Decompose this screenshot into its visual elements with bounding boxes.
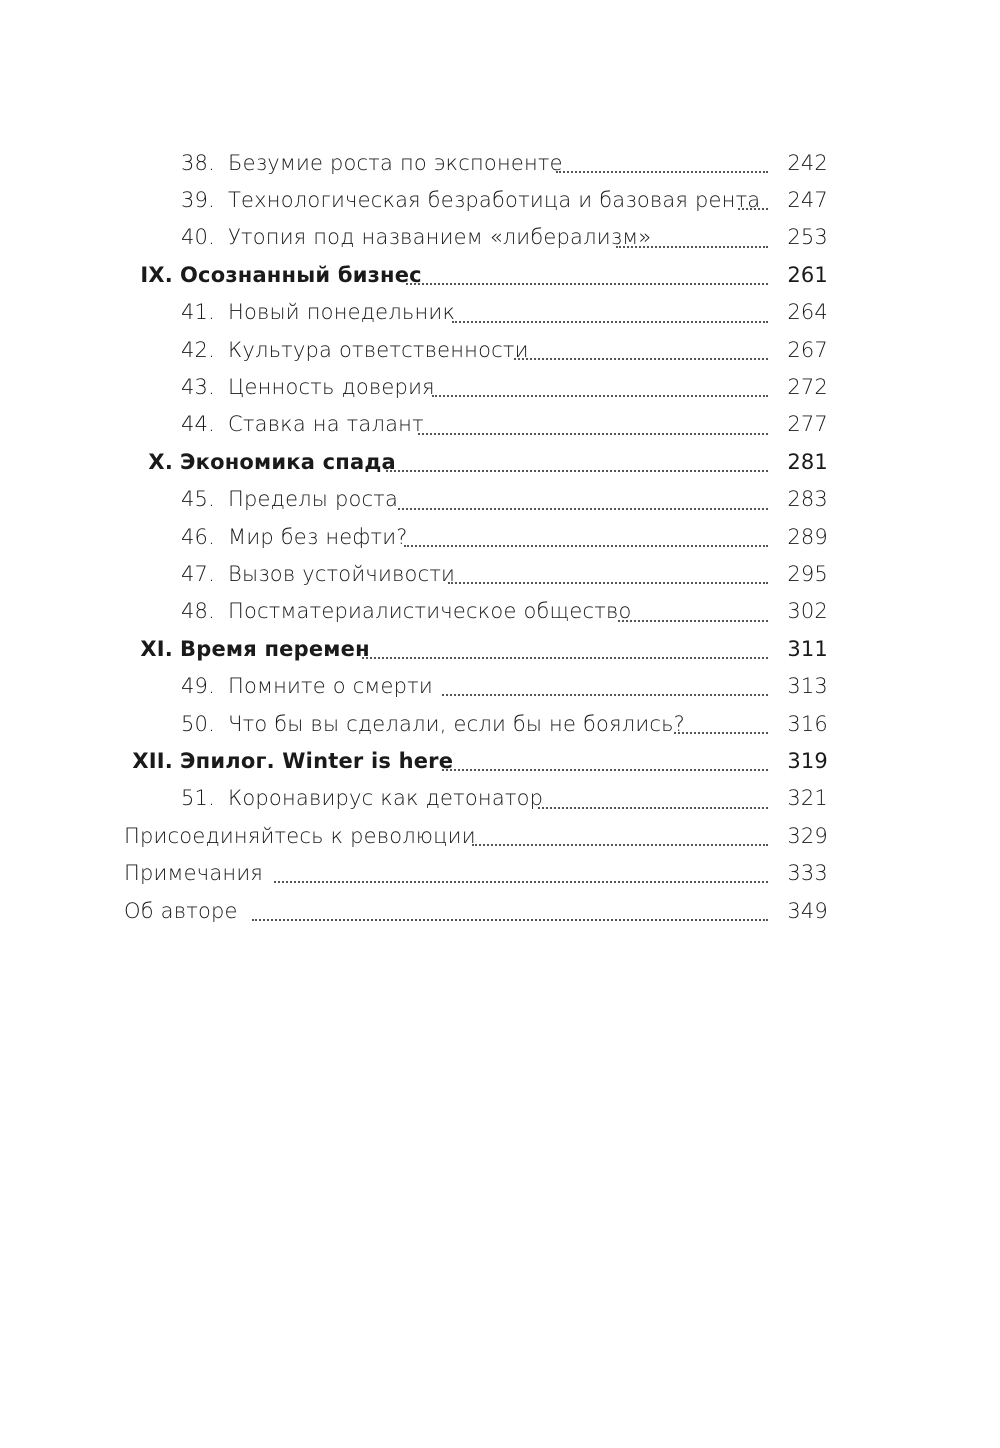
toc-chapter[interactable]	[0, 256, 1000, 293]
dot-leader	[674, 731, 768, 734]
dot-leader	[404, 544, 768, 547]
chapter-title: Осознанный бизнес	[180, 262, 422, 287]
entry-page: 302	[787, 599, 828, 624]
entry-page: 319	[787, 748, 828, 773]
toc-entry[interactable]	[0, 219, 1000, 256]
entry-number: 45.	[181, 487, 215, 512]
entry-page: 333	[787, 861, 828, 886]
toc-chapter[interactable]	[0, 443, 1000, 480]
entry-title: Об авторе	[124, 898, 238, 923]
entry-page: 253	[787, 225, 828, 250]
chapter-number: XI.	[140, 636, 173, 661]
dot-leader	[738, 207, 768, 210]
toc-entry[interactable]	[0, 817, 1000, 854]
dot-leader	[406, 282, 768, 285]
toc-entry[interactable]	[0, 368, 1000, 405]
entry-number: 38.	[181, 150, 215, 175]
entry-number: 43.	[181, 375, 215, 400]
entry-page: 261	[787, 262, 828, 287]
dot-leader	[472, 843, 768, 846]
entry-title: Безумие роста по экспоненте	[228, 150, 563, 175]
entry-page: 242	[787, 150, 828, 175]
dot-leader	[616, 245, 768, 248]
entry-title: Технологическая безработица и базовая рента	[228, 188, 761, 213]
dot-leader	[398, 507, 768, 510]
entry-title: Присоединяйтесь к революции	[124, 823, 476, 848]
entry-page: 289	[787, 524, 828, 549]
toc-chapter[interactable]	[0, 742, 1000, 779]
toc-entry[interactable]	[0, 144, 1000, 181]
entry-page: 329	[787, 823, 828, 848]
entry-page: 277	[787, 412, 828, 437]
dot-leader	[386, 469, 768, 472]
dot-leader	[442, 768, 768, 771]
dot-leader	[538, 806, 768, 809]
dot-leader	[452, 320, 768, 323]
dot-leader	[618, 619, 768, 622]
entry-page: 313	[787, 674, 828, 699]
entry-number: 51.	[181, 786, 215, 811]
toc-entry[interactable]	[0, 780, 1000, 817]
entry-title: Коронавирус как детонатор	[228, 786, 544, 811]
entry-page: 247	[787, 188, 828, 213]
dot-leader	[418, 432, 768, 435]
entry-page: 311	[787, 636, 828, 661]
entry-title: Примечания	[124, 861, 263, 886]
entry-page: 281	[787, 449, 828, 474]
entry-number: 42.	[181, 337, 215, 362]
toc-entry[interactable]	[0, 555, 1000, 592]
toc-entry[interactable]	[0, 854, 1000, 891]
toc-entry[interactable]	[0, 331, 1000, 368]
entry-title: Утопия под названием «либерализм»	[228, 225, 652, 250]
toc-entry[interactable]	[0, 667, 1000, 704]
chapter-title: Экономика спада	[180, 449, 396, 474]
table-of-contents	[0, 144, 1000, 929]
chapter-number: X.	[148, 449, 173, 474]
dot-leader	[448, 581, 768, 584]
entry-title: Новый понедельник	[228, 300, 456, 325]
entry-number: 47.	[181, 561, 215, 586]
entry-page: 264	[787, 300, 828, 325]
dot-leader	[514, 357, 768, 360]
entry-page: 295	[787, 561, 828, 586]
entry-number: 40.	[181, 225, 215, 250]
entry-title: Что бы вы сделали, если бы не боялись?	[228, 711, 686, 736]
entry-page: 283	[787, 487, 828, 512]
toc-entry[interactable]	[0, 294, 1000, 331]
entry-number: 41.	[181, 300, 215, 325]
chapter-number: IX.	[140, 262, 173, 287]
entry-number: 39.	[181, 188, 215, 213]
entry-number: 44.	[181, 412, 215, 437]
entry-title: Вызов устойчивости	[228, 561, 456, 586]
entry-number: 46.	[181, 524, 215, 549]
entry-title: Ценность доверия	[228, 375, 435, 400]
entry-number: 49.	[181, 674, 215, 699]
toc-entry[interactable]	[0, 705, 1000, 742]
toc-chapter[interactable]	[0, 630, 1000, 667]
entry-page: 321	[787, 786, 828, 811]
toc-entry[interactable]	[0, 406, 1000, 443]
toc-entry[interactable]	[0, 181, 1000, 218]
chapter-number: XII.	[132, 748, 173, 773]
dot-leader	[556, 170, 768, 173]
chapter-title: Время перемен	[180, 636, 370, 661]
entry-title: Культура ответственности	[228, 337, 529, 362]
dot-leader	[252, 918, 768, 921]
entry-title: Помните о смерти	[228, 674, 433, 699]
toc-entry[interactable]	[0, 892, 1000, 929]
entry-number: 50.	[181, 711, 215, 736]
dot-leader	[442, 693, 768, 696]
entry-page: 349	[787, 898, 828, 923]
chapter-title: Эпилог. Winter is here	[180, 748, 454, 773]
entry-title: Мир без нефти?	[228, 524, 408, 549]
toc-entry[interactable]	[0, 518, 1000, 555]
toc-entry[interactable]	[0, 593, 1000, 630]
dot-leader	[274, 880, 768, 883]
entry-title: Ставка на талант	[228, 412, 424, 437]
toc-entry[interactable]	[0, 481, 1000, 518]
dot-leader	[362, 656, 768, 659]
entry-page: 267	[787, 337, 828, 362]
entry-page: 272	[787, 375, 828, 400]
entry-title: Постматериалистическое общество	[228, 599, 632, 624]
entry-page: 316	[787, 711, 828, 736]
entry-number: 48.	[181, 599, 215, 624]
dot-leader	[432, 394, 768, 397]
entry-title: Пределы роста	[228, 487, 399, 512]
